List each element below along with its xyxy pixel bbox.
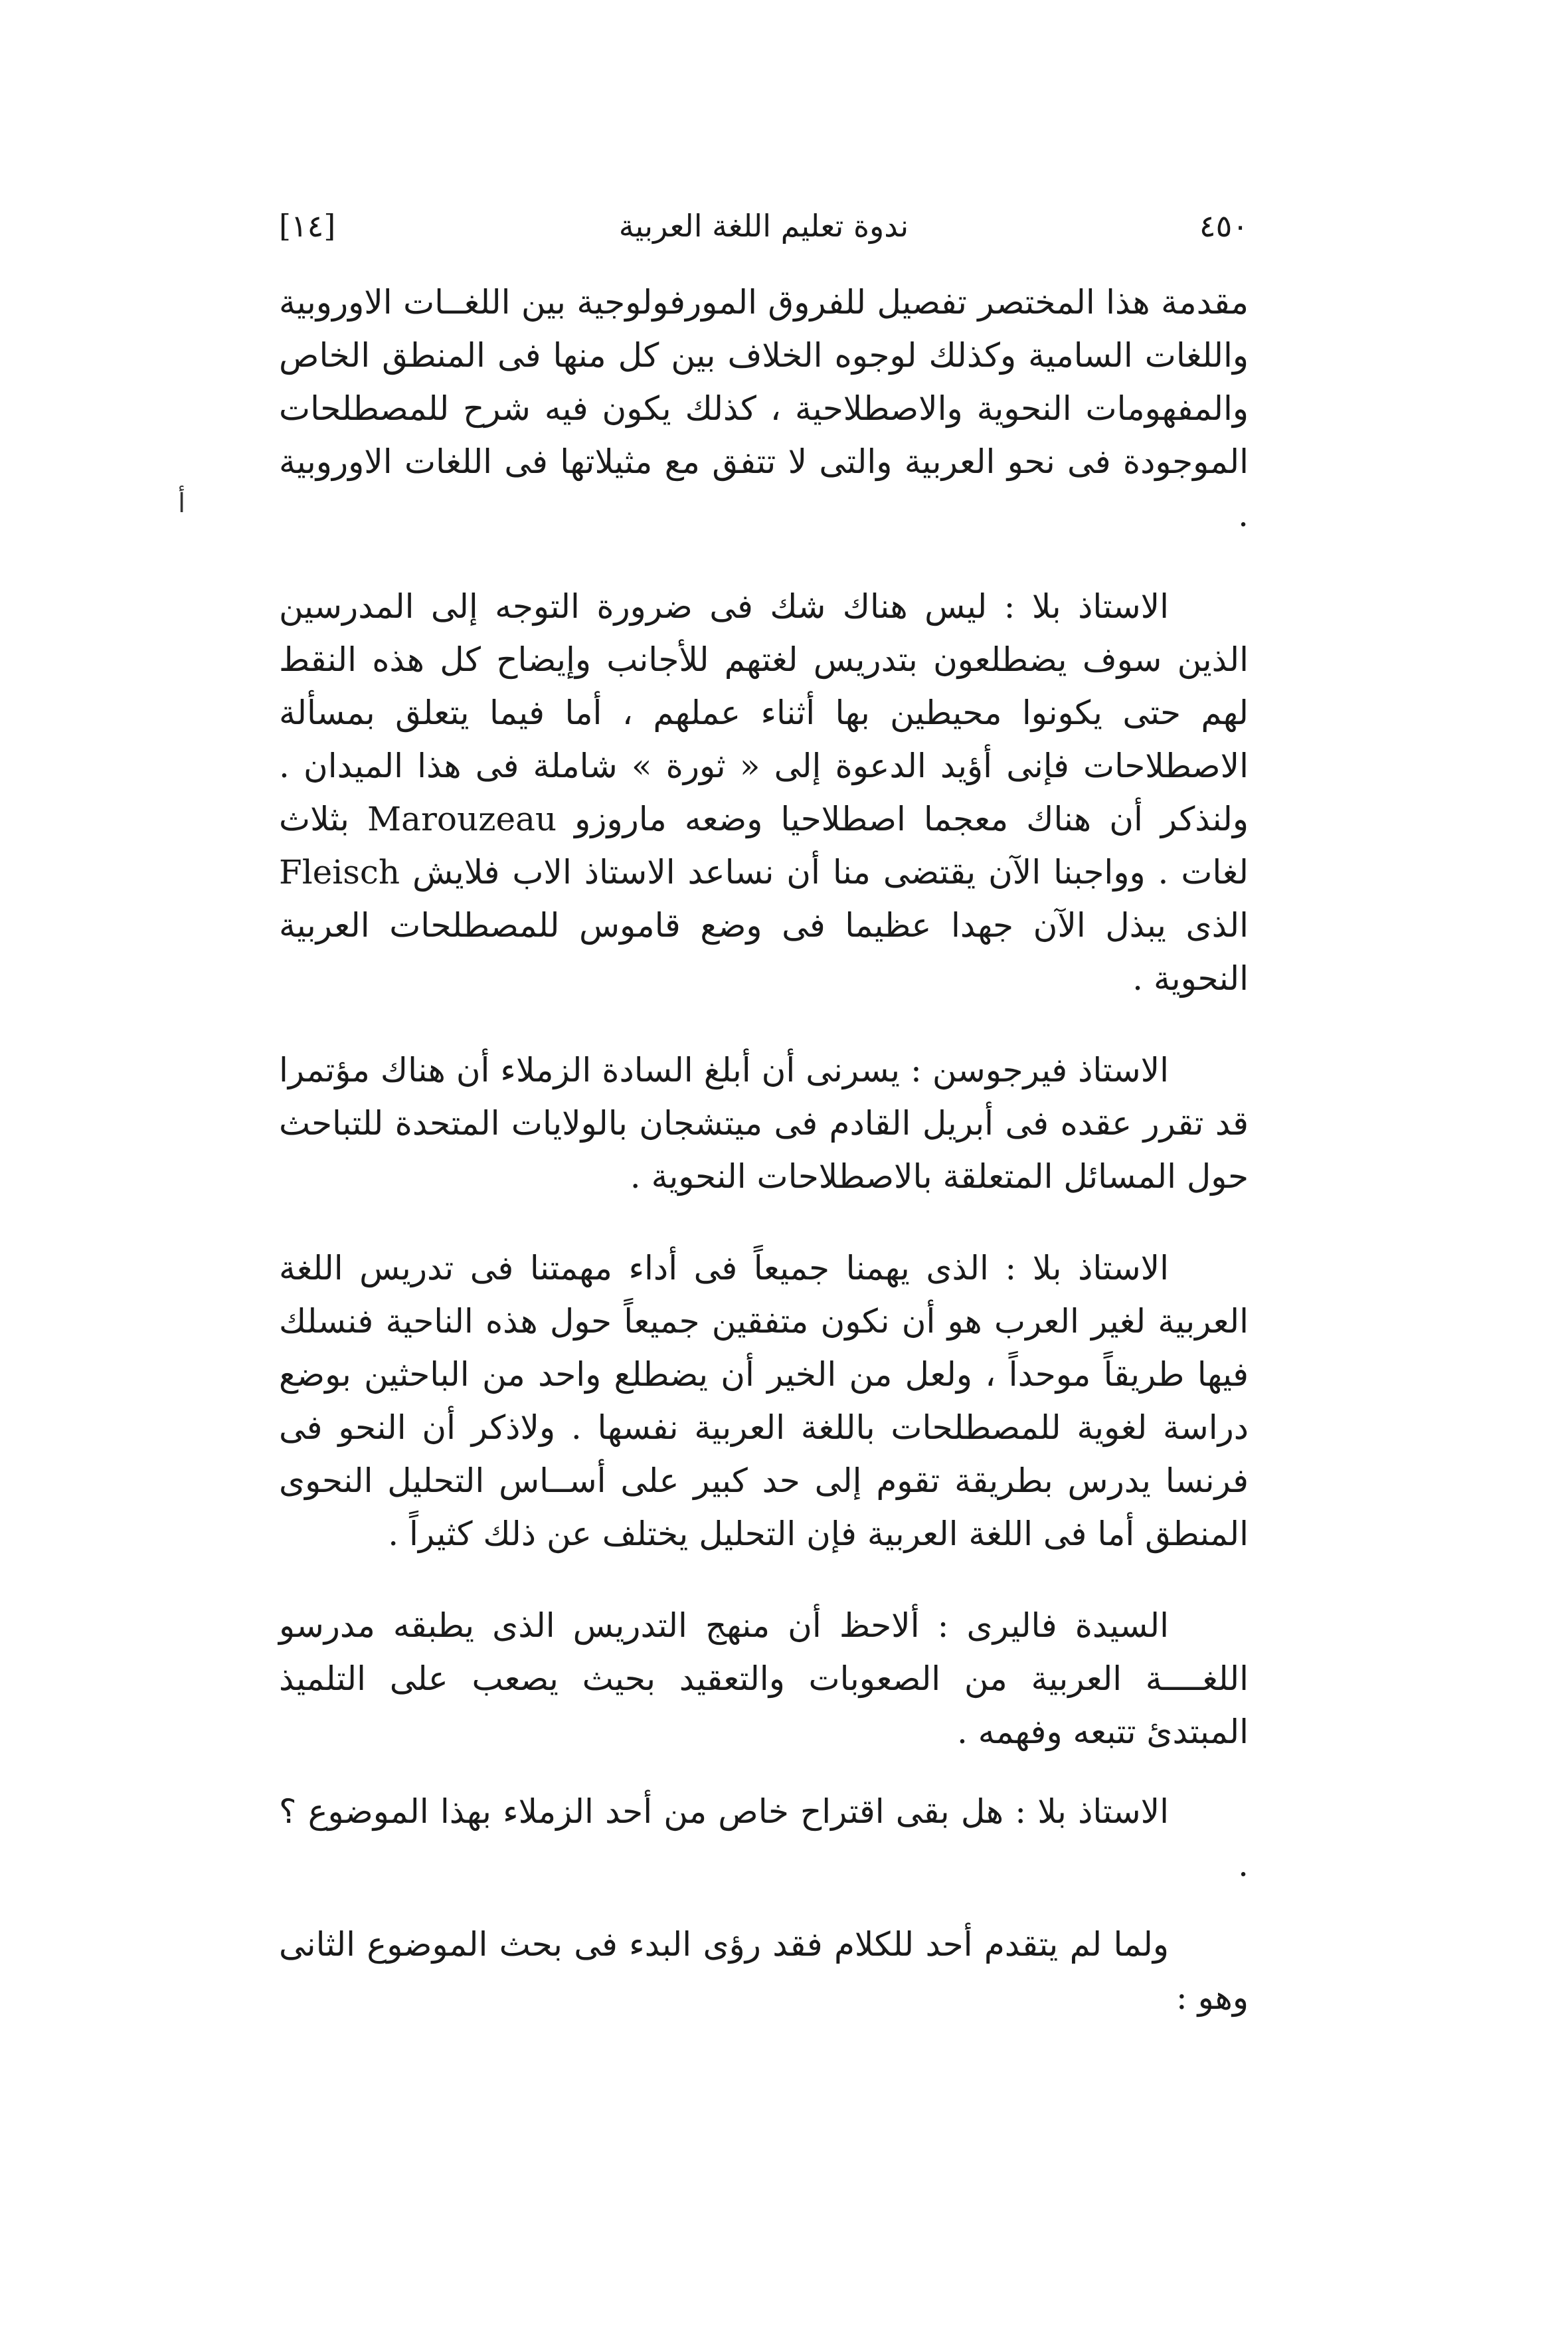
paragraph-intro: مقدمة هذا المختصر تفصيل للفروق المورفولوجية بين اللغــات الاوروبية واللغات السامية وكذلك لوجوه الخلاف بين كل منها فى المنطق الخاص والمفهومات النحوية والاصطلاحية ، كذلك يكون فيه شرح للمصطلحات الموجودة فى نحو العربية والتى لا تتفق مع مثيلاتها فى اللغات الاوروبية .: [279, 283, 1249, 534]
paragraph-ferguson: الاستاذ فيرجوسن : يسرنى أن أبلغ السادة الزملاء أن هناك مؤتمرا قد تقرر عقده فى أبريل القادم فى ميتشجان بالولايات المتحدة للتباحث حول المسائل المتعلقة بالاصطلاحات النحوية .: [279, 1051, 1249, 1196]
paragraph-closing: ولما لم يتقدم أحد للكلام فقد رؤى البدء فى بحث الموضوع الثانى وهو :: [279, 1925, 1249, 2017]
page-number: ٤٥٠: [1199, 208, 1249, 244]
paragraph-valerie: السيدة فاليرى : ألاحظ أن منهج التدريس الذى يطبقه مدرسو اللغــــة العربية من الصعوبات والتعقيد بحيث يصعب على التلميذ المبتدئ تتبعه وفهمه .: [279, 1606, 1249, 1751]
paragraph-bla-1: الاستاذ بلا : ليس هناك شك فى ضرورة التوجه إلى المدرسين الذين سوف يضطلعون بتدريس لغتهم للأجانب وإيضاح كل هذه النقط لهم حتى يكونوا محيطين بها أثناء عملهم ، أما فيما يتعلق بمسألة الاصطلاحات فإنى أؤيد الدعوة إلى « ثورة » شاملة فى هذا الميدان . ولنذكر أن هناك معجما اصطلاحيا وضعه ماروزو Marouzeau بثلاث لغات . وواجبنا الآن يقتضى منا أن نساعد الاستاذ الاب فلايش Fleisch الذى يبذل الآن جهدا عظيما فى وضع قاموس للمصطلحات العربية النحوية .: [279, 587, 1249, 998]
running-head: [279, 203, 1249, 249]
body-text: [279, 276, 1249, 2063]
margin-mark: أ: [178, 488, 186, 519]
section-number: [١٤]: [279, 208, 336, 244]
paragraph-bla-2: الاستاذ بلا : الذى يهمنا جميعاً فى أداء مهمتنا فى تدريس اللغة العربية لغير العرب هو أن نكون متفقين جميعاً حول هذه الناحية فنسلك فيها طريقاً موحداً ، ولعل من الخير أن يضطلع واحد من الباحثين بوضع دراسة لغوية للمصطلحات باللغة العربية نفسها . ولاذكر أن النحو فى فرنسا يدرس بطريقة تقوم إلى حد كبير على أســاس التحليل النحوى المنطق أما فى اللغة العربية فإن التحليل يختلف عن ذلك كثيراً .: [279, 1249, 1249, 1553]
running-title: ندوة تعليم اللغة العربية: [618, 208, 909, 244]
paragraph-bla-3: الاستاذ بلا : هل بقى اقتراح خاص من أحد الزملاء بهذا الموضوع ؟ .: [279, 1792, 1249, 1884]
